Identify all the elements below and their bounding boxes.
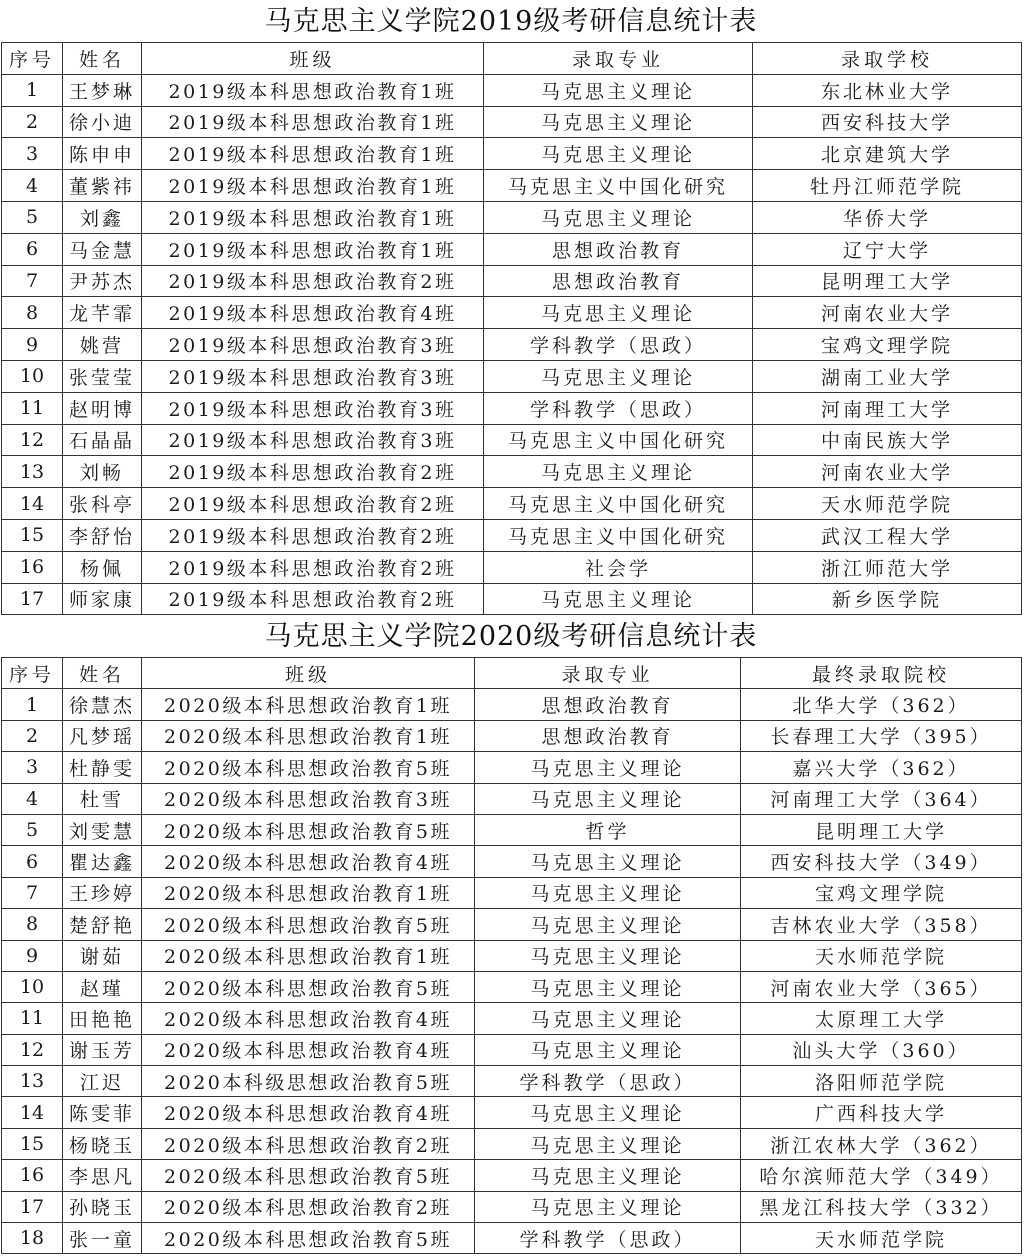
header-name: 姓名 xyxy=(63,658,142,689)
cell-class: 2019级本科思想政治教育2班 xyxy=(142,519,484,551)
cell-name: 瞿达鑫 xyxy=(63,846,142,877)
cell-name: 石晶晶 xyxy=(63,424,142,456)
cell-index: 11 xyxy=(2,392,63,424)
cell-index: 15 xyxy=(2,1128,63,1159)
cell-index: 12 xyxy=(2,424,63,456)
cell-class: 2019级本科思想政治教育1班 xyxy=(142,106,484,138)
table-row xyxy=(2,846,1022,877)
cell-class: 2020级本科思想政治教育5班 xyxy=(142,971,475,1002)
cell-name: 凡梦瑶 xyxy=(63,720,142,751)
cell-class: 2019级本科思想政治教育1班 xyxy=(142,74,484,106)
cell-school: 广西科技大学 xyxy=(741,1097,1022,1128)
cell-class: 2020级本科思想政治教育1班 xyxy=(142,877,475,908)
cell-major: 马克思主义理论 xyxy=(475,1191,741,1222)
cell-school: 东北林业大学 xyxy=(753,74,1022,106)
table-row xyxy=(2,519,1022,551)
table-row xyxy=(2,909,1022,940)
cell-major: 马克思主义理论 xyxy=(475,940,741,971)
cell-class: 2020级本科思想政治教育1班 xyxy=(142,689,475,720)
cell-school: 嘉兴大学（362） xyxy=(741,752,1022,783)
table-row xyxy=(2,720,1022,751)
cell-name: 张莹莹 xyxy=(63,360,142,392)
header-school: 录取学校 xyxy=(753,43,1022,75)
table-2019-title: 马克思主义学院2019级考研信息统计表 xyxy=(264,6,758,37)
cell-school: 牡丹江师范学院 xyxy=(753,170,1022,202)
cell-index: 1 xyxy=(2,689,63,720)
table-row xyxy=(2,1066,1022,1097)
table-row xyxy=(2,1097,1022,1128)
cell-major: 马克思主义理论 xyxy=(475,783,741,814)
table-row xyxy=(2,201,1022,233)
table-row xyxy=(2,551,1022,583)
cell-name: 赵瑾 xyxy=(63,971,142,1002)
cell-class: 2019级本科思想政治教育2班 xyxy=(142,583,484,615)
cell-major: 马克思主义理论 xyxy=(475,909,741,940)
cell-major: 马克思主义理论 xyxy=(475,752,741,783)
header-major: 录取专业 xyxy=(475,658,741,689)
cell-major: 马克思主义理论 xyxy=(484,106,753,138)
cell-name: 陈雯菲 xyxy=(63,1097,142,1128)
cell-school: 武汉工程大学 xyxy=(753,519,1022,551)
cell-class: 2020级本科思想政治教育2班 xyxy=(142,1128,475,1159)
cell-class: 2019级本科思想政治教育1班 xyxy=(142,233,484,265)
cell-class: 2020级本科思想政治教育5班 xyxy=(142,814,475,845)
cell-name: 张一童 xyxy=(63,1223,142,1254)
cell-major: 马克思主义理论 xyxy=(475,1003,741,1034)
cell-name: 王珍婷 xyxy=(63,877,142,908)
cell-name: 谢茹 xyxy=(63,940,142,971)
cell-name: 董紫祎 xyxy=(63,170,142,202)
cell-major: 马克思主义理论 xyxy=(484,583,753,615)
header-name: 姓名 xyxy=(63,43,142,75)
cell-index: 9 xyxy=(2,940,63,971)
table-row xyxy=(2,488,1022,520)
table-row xyxy=(2,265,1022,297)
cell-major: 马克思主义理论 xyxy=(484,138,753,170)
cell-index: 18 xyxy=(2,1223,63,1254)
cell-name: 杨晓玉 xyxy=(63,1128,142,1159)
table-row xyxy=(2,392,1022,424)
cell-name: 李思凡 xyxy=(63,1160,142,1191)
cell-class: 2020级本科思想政治教育5班 xyxy=(142,1160,475,1191)
cell-class: 2020级本科思想政治教育5班 xyxy=(142,909,475,940)
cell-major: 马克思主义中国化研究 xyxy=(484,519,753,551)
header-index: 序号 xyxy=(2,658,63,689)
table-row xyxy=(2,233,1022,265)
cell-name: 张科亭 xyxy=(63,488,142,520)
table-row xyxy=(2,1223,1022,1254)
table-row xyxy=(2,814,1022,845)
cell-class: 2020级本科思想政治教育1班 xyxy=(142,940,475,971)
table-row xyxy=(2,1128,1022,1159)
cell-class: 2019级本科思想政治教育3班 xyxy=(142,424,484,456)
cell-major: 马克思主义中国化研究 xyxy=(484,488,753,520)
table-2020-title: 马克思主义学院2020级考研信息统计表 xyxy=(264,621,758,652)
cell-class: 2020级本科思想政治教育5班 xyxy=(142,752,475,783)
cell-index: 7 xyxy=(2,877,63,908)
cell-class: 2019级本科思想政治教育3班 xyxy=(142,392,484,424)
table-row xyxy=(2,940,1022,971)
table-row xyxy=(2,360,1022,392)
cell-name: 姚营 xyxy=(63,329,142,361)
cell-class: 2020级本科思想政治教育5班 xyxy=(142,1223,475,1254)
table-row xyxy=(2,106,1022,138)
cell-class: 2019级本科思想政治教育1班 xyxy=(142,170,484,202)
cell-school: 西安科技大学 xyxy=(753,106,1022,138)
cell-name: 李舒怡 xyxy=(63,519,142,551)
cell-index: 8 xyxy=(2,909,63,940)
cell-name: 刘鑫 xyxy=(63,201,142,233)
cell-school: 天水师范学院 xyxy=(753,488,1022,520)
cell-school: 宝鸡文理学院 xyxy=(753,329,1022,361)
table-row xyxy=(2,1160,1022,1191)
cell-major: 社会学 xyxy=(484,551,753,583)
cell-school: 河南农业大学（365） xyxy=(741,971,1022,1002)
cell-major: 马克思主义理论 xyxy=(475,877,741,908)
table-row xyxy=(2,424,1022,456)
cell-major: 马克思主义理论 xyxy=(475,846,741,877)
cell-index: 2 xyxy=(2,106,63,138)
cell-major: 马克思主义理论 xyxy=(475,1097,741,1128)
cell-index: 1 xyxy=(2,74,63,106)
cell-class: 2019级本科思想政治教育2班 xyxy=(142,488,484,520)
cell-major: 哲学 xyxy=(475,814,741,845)
cell-name: 楚舒艳 xyxy=(63,909,142,940)
cell-school: 北京建筑大学 xyxy=(753,138,1022,170)
cell-major: 马克思主义理论 xyxy=(475,1160,741,1191)
cell-major: 马克思主义理论 xyxy=(484,360,753,392)
cell-index: 12 xyxy=(2,1034,63,1065)
cell-school: 新乡医学院 xyxy=(753,583,1022,615)
table-row xyxy=(2,689,1022,720)
header-row xyxy=(2,43,1022,75)
cell-index: 15 xyxy=(2,519,63,551)
table-row xyxy=(2,1034,1022,1065)
cell-name: 田艳艳 xyxy=(63,1003,142,1034)
cell-name: 马金慧 xyxy=(63,233,142,265)
cell-school: 浙江农林大学（362） xyxy=(741,1128,1022,1159)
cell-index: 5 xyxy=(2,201,63,233)
cell-name: 杜雪 xyxy=(63,783,142,814)
cell-name: 尹苏杰 xyxy=(63,265,142,297)
cell-class: 2019级本科思想政治教育2班 xyxy=(142,456,484,488)
cell-class: 2020级本科思想政治教育3班 xyxy=(142,783,475,814)
cell-major: 马克思主义中国化研究 xyxy=(484,170,753,202)
cell-index: 13 xyxy=(2,1066,63,1097)
cell-school: 河南理工大学 xyxy=(753,392,1022,424)
cell-name: 刘雯慧 xyxy=(63,814,142,845)
cell-name: 杜静雯 xyxy=(63,752,142,783)
cell-school: 湖南工业大学 xyxy=(753,360,1022,392)
cell-school: 华侨大学 xyxy=(753,201,1022,233)
cell-index: 3 xyxy=(2,752,63,783)
cell-name: 江迟 xyxy=(63,1066,142,1097)
cell-school: 西安科技大学（349） xyxy=(741,846,1022,877)
cell-class: 2020本科级思想政治教育5班 xyxy=(142,1066,475,1097)
table-row xyxy=(2,138,1022,170)
table-2019-body xyxy=(2,74,1022,615)
table-row xyxy=(2,297,1022,329)
cell-school: 哈尔滨师范大学（349） xyxy=(741,1160,1022,1191)
cell-index: 13 xyxy=(2,456,63,488)
cell-class: 2019级本科思想政治教育3班 xyxy=(142,360,484,392)
cell-school: 太原理工大学 xyxy=(741,1003,1022,1034)
cell-class: 2019级本科思想政治教育3班 xyxy=(142,329,484,361)
header-index: 序号 xyxy=(2,43,63,75)
cell-school: 天水师范学院 xyxy=(741,940,1022,971)
cell-school: 河南农业大学 xyxy=(753,297,1022,329)
cell-name: 陈申申 xyxy=(63,138,142,170)
header-major: 录取专业 xyxy=(484,43,753,75)
cell-index: 14 xyxy=(2,1097,63,1128)
cell-index: 10 xyxy=(2,360,63,392)
cell-name: 徐小迪 xyxy=(63,106,142,138)
cell-major: 学科教学（思政） xyxy=(484,392,753,424)
cell-index: 16 xyxy=(2,1160,63,1191)
cell-class: 2020级本科思想政治教育2班 xyxy=(142,1191,475,1222)
cell-major: 马克思主义理论 xyxy=(484,74,753,106)
header-row xyxy=(2,658,1022,689)
cell-index: 16 xyxy=(2,551,63,583)
cell-school: 昆明理工大学 xyxy=(741,814,1022,845)
cell-class: 2019级本科思想政治教育1班 xyxy=(142,138,484,170)
cell-class: 2020级本科思想政治教育4班 xyxy=(142,846,475,877)
cell-name: 龙芊霏 xyxy=(63,297,142,329)
cell-major: 马克思主义理论 xyxy=(475,1034,741,1065)
cell-class: 2020级本科思想政治教育1班 xyxy=(142,720,475,751)
cell-major: 马克思主义理论 xyxy=(484,456,753,488)
cell-index: 17 xyxy=(2,583,63,615)
cell-index: 6 xyxy=(2,233,63,265)
cell-major: 思想政治教育 xyxy=(475,720,741,751)
cell-index: 5 xyxy=(2,814,63,845)
table-row xyxy=(2,752,1022,783)
cell-class: 2019级本科思想政治教育1班 xyxy=(142,201,484,233)
table-row xyxy=(2,583,1022,615)
cell-name: 刘畅 xyxy=(63,456,142,488)
cell-index: 17 xyxy=(2,1191,63,1222)
table-row xyxy=(2,170,1022,202)
cell-major: 学科教学（思政） xyxy=(475,1223,741,1254)
table-2020-body xyxy=(2,689,1022,1254)
cell-index: 3 xyxy=(2,138,63,170)
cell-name: 谢玉芳 xyxy=(63,1034,142,1065)
cell-school: 宝鸡文理学院 xyxy=(741,877,1022,908)
cell-major: 马克思主义中国化研究 xyxy=(484,424,753,456)
cell-name: 徐慧杰 xyxy=(63,689,142,720)
cell-index: 6 xyxy=(2,846,63,877)
table-row xyxy=(2,456,1022,488)
cell-name: 孙晓玉 xyxy=(63,1191,142,1222)
cell-class: 2020级本科思想政治教育4班 xyxy=(142,1097,475,1128)
header-class: 班级 xyxy=(142,43,484,75)
cell-school: 天水师范学院 xyxy=(741,1223,1022,1254)
cell-school: 黑龙江科技大学（332） xyxy=(741,1191,1022,1222)
cell-class: 2020级本科思想政治教育4班 xyxy=(142,1034,475,1065)
cell-school: 长春理工大学（395） xyxy=(741,720,1022,751)
cell-class: 2019级本科思想政治教育4班 xyxy=(142,297,484,329)
table-2019 xyxy=(1,42,1022,615)
cell-school: 河南理工大学（364） xyxy=(741,783,1022,814)
cell-school: 中南民族大学 xyxy=(753,424,1022,456)
header-class: 班级 xyxy=(142,658,475,689)
cell-index: 2 xyxy=(2,720,63,751)
cell-school: 河南农业大学 xyxy=(753,456,1022,488)
cell-major: 马克思主义理论 xyxy=(484,297,753,329)
cell-school: 辽宁大学 xyxy=(753,233,1022,265)
cell-name: 王梦琳 xyxy=(63,74,142,106)
cell-index: 4 xyxy=(2,170,63,202)
cell-major: 马克思主义理论 xyxy=(475,1128,741,1159)
cell-index: 10 xyxy=(2,971,63,1002)
cell-index: 7 xyxy=(2,265,63,297)
table-row xyxy=(2,1191,1022,1222)
cell-name: 杨佩 xyxy=(63,551,142,583)
cell-name: 赵明博 xyxy=(63,392,142,424)
cell-major: 马克思主义理论 xyxy=(475,971,741,1002)
table-row xyxy=(2,329,1022,361)
table-row xyxy=(2,783,1022,814)
cell-school: 北华大学（362） xyxy=(741,689,1022,720)
cell-school: 浙江师范大学 xyxy=(753,551,1022,583)
header-school: 最终录取院校 xyxy=(741,658,1022,689)
cell-major: 思想政治教育 xyxy=(484,265,753,297)
table-row xyxy=(2,74,1022,106)
cell-index: 9 xyxy=(2,329,63,361)
cell-school: 洛阳师范学院 xyxy=(741,1066,1022,1097)
cell-school: 昆明理工大学 xyxy=(753,265,1022,297)
cell-major: 马克思主义理论 xyxy=(484,201,753,233)
cell-major: 学科教学（思政） xyxy=(475,1066,741,1097)
cell-index: 8 xyxy=(2,297,63,329)
cell-name: 师家康 xyxy=(63,583,142,615)
cell-major: 思想政治教育 xyxy=(475,689,741,720)
cell-major: 思想政治教育 xyxy=(484,233,753,265)
cell-major: 学科教学（思政） xyxy=(484,329,753,361)
table-row xyxy=(2,971,1022,1002)
table-2020 xyxy=(1,657,1022,1254)
cell-index: 14 xyxy=(2,488,63,520)
cell-school: 吉林农业大学（358） xyxy=(741,909,1022,940)
table-row xyxy=(2,877,1022,908)
cell-index: 4 xyxy=(2,783,63,814)
table-row xyxy=(2,1003,1022,1034)
cell-index: 11 xyxy=(2,1003,63,1034)
cell-class: 2019级本科思想政治教育2班 xyxy=(142,551,484,583)
cell-class: 2019级本科思想政治教育2班 xyxy=(142,265,484,297)
cell-class: 2020级本科思想政治教育4班 xyxy=(142,1003,475,1034)
cell-school: 汕头大学（360） xyxy=(741,1034,1022,1065)
